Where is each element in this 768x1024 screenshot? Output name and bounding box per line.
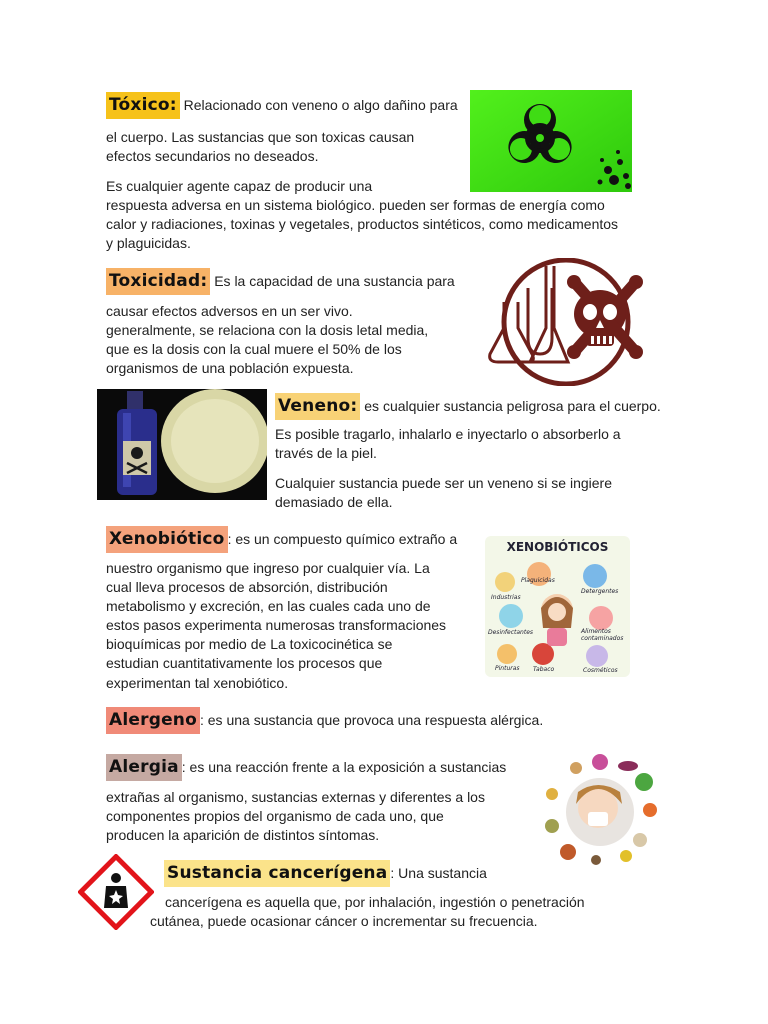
alergia-definition: : es una reacción frente a la exposición a sustancias — [181, 759, 507, 775]
biohazard-image — [470, 90, 632, 192]
xeno-label-cosmeticos: Cosméticos — [583, 667, 618, 674]
toxico-definition: Relacionado con veneno o algo dañino para — [179, 97, 458, 113]
xeno-label-desinfectantes: Desinfectantes — [488, 629, 534, 636]
toxicidad-definition: Es la capacidad de una sustancia para — [210, 273, 455, 289]
alergia-heading — [106, 754, 506, 781]
xeno-label-pinturas: Pinturas — [495, 665, 520, 672]
cancerigena-line-2: cutánea, puede ocasionar cáncer o incrementar su frecuencia. — [150, 913, 538, 929]
alergia-term: Alergia — [106, 754, 182, 781]
xeno-label-plaguicidas: Plaguicidas — [521, 577, 555, 584]
toxicidad-heading — [106, 268, 455, 295]
xeno-label-tabaco: Tabaco — [533, 666, 555, 673]
alergeno-term: Alergeno — [106, 707, 200, 734]
veneno-heading — [275, 393, 661, 420]
alergia-line-3: producen la aparición de distintos síntomas. — [106, 827, 380, 843]
toxicidad-line-1: causar efectos adversos en un ser vivo. — [106, 303, 353, 319]
cancerigena-heading — [164, 860, 487, 887]
toxico-line-1: el cuerpo. Las sustancias que son toxicas causan — [106, 129, 415, 145]
cancerigena-line-1: cancerígena es aquella que, por inhalación, ingestión o penetración — [165, 894, 585, 910]
xenobiotico-term: Xenobiótico — [106, 526, 228, 553]
toxicidad-line-3: que es la dosis con la cual muere el 50% de los — [106, 341, 402, 357]
xenobiotico-line-4: estos pasos experimenta numerosas transformaciones — [106, 617, 447, 633]
toxico-heading — [106, 92, 458, 119]
toxicidad-term: Toxicidad: — [106, 268, 210, 295]
xeno-label-alimentos: Alimentos contaminados — [581, 628, 624, 642]
xeno-label-detergentes: Detergentes — [581, 588, 619, 595]
lab-skull-image — [468, 258, 664, 386]
toxico-line-2: efectos secundarios no deseados. — [106, 148, 319, 164]
alergia-line-1: extrañas al organismo, sustancias externas y diferentes a los — [106, 789, 485, 805]
alergia-line-2: componentes propios del organismo de cada uno, que — [106, 808, 444, 824]
veneno-para1-line-2: través de la piel. — [275, 445, 377, 461]
allergy-image — [540, 752, 662, 870]
xenobioticos-image — [485, 536, 630, 677]
xenobiotico-definition: : es un compuesto químico extraño a — [227, 531, 458, 547]
xenobiotico-line-2: cual lleva procesos de absorción, distribución — [106, 579, 388, 595]
xenobiotico-line-3: metabolismo y excreción, en las cuales cada uno de — [106, 598, 431, 614]
alergeno-definition: : es una sustancia que provoca una respuesta alérgica. — [199, 712, 544, 728]
veneno-para2-line-2: demasiado de ella. — [275, 494, 393, 510]
health-hazard-icon — [78, 854, 154, 930]
toxicidad-line-4: organismos de una población expuesta. — [106, 360, 354, 376]
toxico-term: Tóxico: — [106, 92, 180, 119]
alergeno-heading — [106, 707, 543, 734]
xenobiotico-line-7: experimentan tal xenobiótico. — [106, 675, 289, 691]
xenobiotico-line-1: nuestro organismo que ingreso por cualquier vía. La — [106, 560, 430, 576]
veneno-para1-line-1: Es posible tragarlo, inhalarlo e inyectarlo o absorberlo a — [275, 426, 621, 442]
xenobiotico-line-5: bioquímicas por medio de La toxicocinética se — [106, 636, 393, 652]
xenobiotico-line-6: estudian cuantitativamente los procesos que — [106, 655, 383, 671]
xenobiotico-heading — [106, 526, 457, 553]
cancerigena-term: Sustancia cancerígena — [164, 860, 390, 887]
cancerigena-definition: : Una sustancia — [390, 865, 487, 881]
toxico-para2-line-4: y plaguicidas. — [106, 235, 191, 251]
veneno-para2-line-1: Cualquier sustancia puede ser un veneno si se ingiere — [275, 475, 612, 491]
xeno-label-industrias: Industrias — [491, 594, 521, 601]
veneno-term: Veneno: — [275, 393, 360, 420]
toxico-para2-line-1: Es cualquier agente capaz de producir una — [106, 178, 373, 194]
toxico-para2-line-2: respuesta adversa en un sistema biológico. pueden ser formas de energía como — [106, 197, 605, 213]
toxico-para2-line-3: calor y radiaciones, toxinas y vegetales, productos sintéticos, como medicamentos — [106, 216, 619, 232]
xenobioticos-title: XENOBIÓTICOS — [506, 540, 609, 554]
veneno-definition: es cualquier sustancia peligrosa para el cuerpo. — [360, 398, 661, 414]
poison-bottle-image — [97, 389, 267, 500]
toxicidad-line-2: generalmente, se relaciona con la dosis letal media, — [106, 322, 429, 338]
